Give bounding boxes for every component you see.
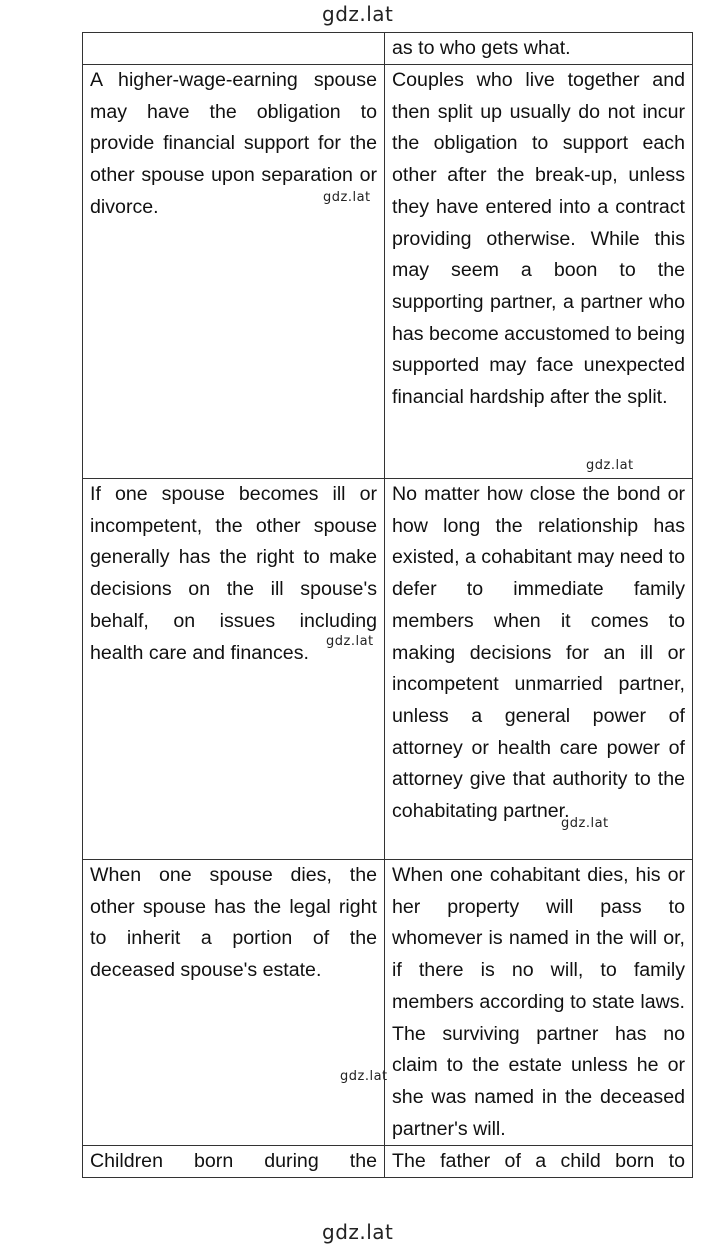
table-row	[83, 479, 693, 860]
table-row	[83, 33, 693, 65]
married-cell	[83, 33, 385, 65]
married-cell: A higher-wage-earning spouse may have the obligation to provide financial support for the other spouse upon separation or divorce.	[83, 65, 385, 479]
cohabiting-cell: Couples who live together and then split up usually do not incur the obligation to support each other after the break-up, unless they have entered into a contract providing otherwise. While this may seem a boon to the supporting partner, a partner who has become accustomed to being supported may face unexpected financial hardship after the split.	[385, 65, 693, 479]
cohabiting-cell: as to who gets what.	[385, 33, 693, 65]
table-row	[83, 1146, 693, 1178]
cohabiting-cell: The father of a child born to	[385, 1146, 693, 1178]
watermark-small: gdz.lat	[326, 634, 374, 649]
comparison-table	[82, 32, 693, 1178]
cohabiting-cell: No matter how close the bond or how long the relationship has existed, a cohabitant may need to defer to immediate family members when it comes to making decisions for an ill or incompetent unmarried partner, unless a general power of attorney or health care power of attorney give that authority to the cohabitating partner.	[385, 479, 693, 860]
watermark-bottom: gdz.lat	[322, 1220, 394, 1244]
married-cell: When one spouse dies, the other spouse has the legal right to inherit a portion of the deceased spouse's estate.	[83, 860, 385, 1146]
watermark-small: gdz.lat	[340, 1069, 388, 1084]
married-cell: If one spouse becomes ill or incompetent, the other spouse generally has the right to make decisions on the ill spouse's behalf, on issues including health care and finances.	[83, 479, 385, 860]
table-row	[83, 860, 693, 1146]
watermark-top: gdz.lat	[322, 2, 394, 26]
table-row	[83, 65, 693, 479]
watermark-small: gdz.lat	[586, 458, 634, 473]
cohabiting-cell: When one cohabitant dies, his or her property will pass to whomever is named in the will or, if there is no will, to family members according to state laws. The surviving partner has no claim to the estate unless he or she was named in the deceased partner's will.	[385, 860, 693, 1146]
watermark-small: gdz.lat	[323, 190, 371, 205]
married-cell: Children born during the	[83, 1146, 385, 1178]
watermark-small: gdz.lat	[561, 816, 609, 831]
